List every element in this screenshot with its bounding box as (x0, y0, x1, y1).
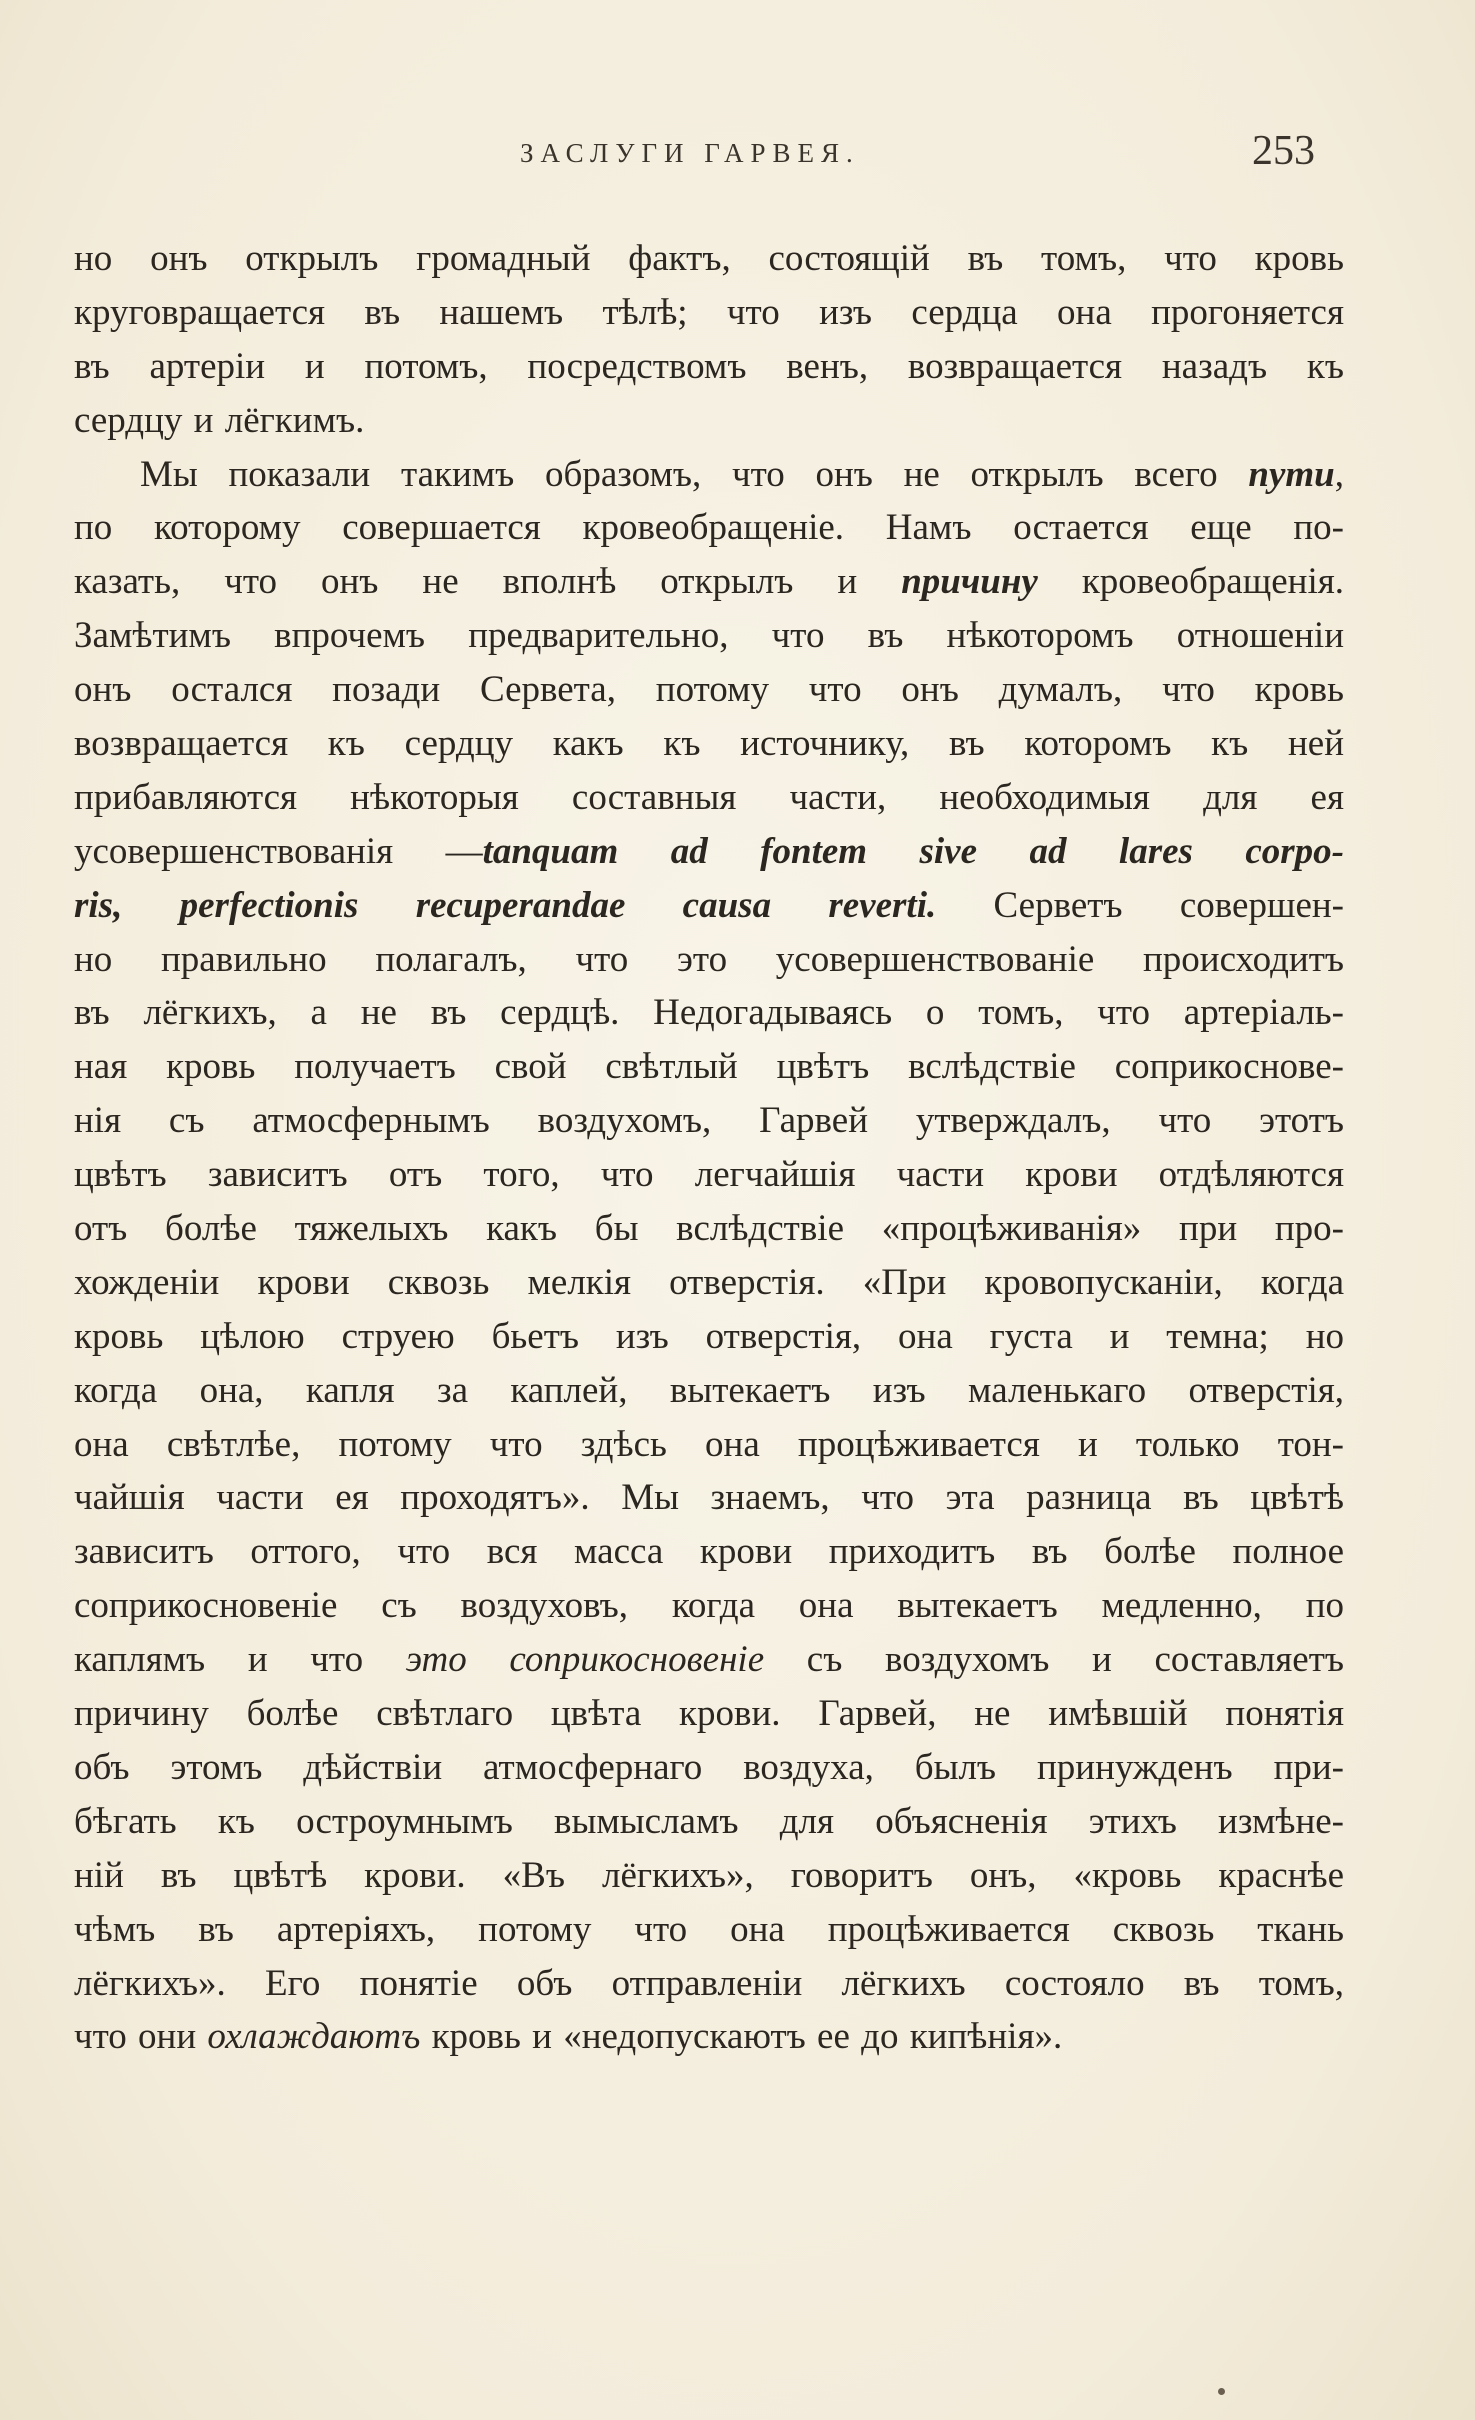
text-line: чѣмъ въ артеріяхъ, потому что она процѣживается сквозь ткань (74, 1908, 1344, 1950)
text-line (74, 1633, 1344, 1687)
line-text: съ воздухомъ и составляетъ (764, 1639, 1345, 1681)
line-text: что они (74, 2016, 208, 2058)
text-line: хожденіи крови сквозь мелкія отверстія. «При кровопусканіи, когда (74, 1261, 1344, 1303)
text-line: зависитъ оттого, что вся масса крови приходитъ въ болѣе полное (74, 1531, 1344, 1573)
line-text: кровь и «недопускаютъ ее до кипѣнія». (420, 2016, 1063, 2058)
text-line: когда она, капля за каплей, вытекаетъ изъ маленькаго отверстія, (74, 1369, 1344, 1411)
text-line: объ этомъ дѣйствіи атмосфернаго воздуха, былъ принужденъ при- (74, 1746, 1344, 1788)
emphasis: причину (901, 561, 1038, 603)
text-line: причину болѣе свѣтлаго цвѣта крови. Гарвей, не имѣвшій понятія (74, 1693, 1344, 1735)
text-line: ній въ цвѣтѣ крови. «Въ лёгкихъ», говоритъ онъ, «кровь краснѣе (74, 1854, 1344, 1896)
line-text: , (1334, 453, 1344, 495)
text-line: цвѣтъ зависитъ отъ того, что легчайшія части крови отдѣляются (74, 1154, 1344, 1196)
ink-speck (1218, 2388, 1225, 2395)
line-text: каплямъ и что (74, 1639, 406, 1681)
body-text (74, 232, 1344, 2064)
text-line: нія съ атмосфернымъ воздухомъ, Гарвей утверждалъ, что этотъ (74, 1100, 1344, 1142)
text-line: онъ остался позади Сервета, потому что онъ думалъ, что кровь (74, 669, 1344, 711)
text-line: но правильно полагалъ, что это усовершенствованіе происходитъ (74, 938, 1344, 980)
text-line (74, 879, 1344, 933)
text-line: круговращается въ нашемъ тѣлѣ; что изъ сердца она прогоняется (74, 291, 1344, 333)
text-line: Замѣтимъ впрочемъ предварительно, что въ нѣкоторомъ отношеніи (74, 615, 1344, 657)
text-line: въ артеріи и потомъ, посредствомъ венъ, возвращается назадъ къ (74, 345, 1344, 387)
text-line: въ лёгкихъ, а не въ сердцѣ. Недогадываясь о томъ, что артеріаль- (74, 992, 1344, 1034)
text-line: она свѣтлѣе, потому что здѣсь она процѣживается и только тон- (74, 1423, 1344, 1465)
text-line: прибавляются нѣкоторыя составныя части, необходимыя для ея (74, 776, 1344, 818)
line-text: Серветъ совершен- (936, 884, 1344, 926)
emphasis: это соприкосновеніе (405, 1639, 765, 1681)
text-line: ная кровь получаетъ свой свѣтлый цвѣтъ вслѣдствіе соприкоснове- (74, 1046, 1344, 1088)
emphasis: охлаждаютъ (207, 2016, 421, 2058)
latin-quote: ris, perfectionis recuperandae causa reverti. (74, 884, 937, 926)
text-line: чайшія части ея проходятъ». Мы знаемъ, что эта разница въ цвѣтѣ (74, 1477, 1344, 1519)
latin-quote: tanquam ad fontem sive ad lares corpo- (482, 830, 1345, 872)
text-line: кровь цѣлою струею бьетъ изъ отверстія, она густа и темна; но (74, 1315, 1344, 1357)
page-number: 253 (1252, 128, 1315, 174)
text-line: сердцу и лёгкимъ. (74, 399, 365, 441)
text-line: но онъ открылъ громадный фактъ, состоящій въ томъ, что кровь (74, 238, 1344, 279)
text-line (74, 448, 1344, 502)
line-text: усовершенствованія — (74, 830, 483, 872)
running-title: ЗАСЛУГИ ГАРВЕЯ. (520, 138, 860, 168)
text-line: бѣгать къ остроумнымъ вымысламъ для объясненія этихъ измѣне- (74, 1800, 1344, 1842)
line-text: казать, что онъ не вполнѣ открылъ и (74, 561, 902, 603)
text-line (74, 825, 1344, 879)
line-text: Мы показали такимъ образомъ, что онъ не открылъ всего (140, 453, 1249, 495)
text-line: по которому совершается кровеобращеніе. Намъ остается еще по- (74, 507, 1344, 549)
text-line (74, 555, 1344, 609)
line-text: кровеобращенія. (1037, 561, 1344, 603)
emphasis: пути (1248, 453, 1335, 495)
text-line: лёгкихъ». Его понятіе объ отправленіи лёгкихъ состояло въ томъ, (74, 1962, 1344, 2004)
text-line: возвращается къ сердцу какъ къ источнику, въ которомъ къ ней (74, 723, 1344, 765)
text-line: отъ болѣе тяжелыхъ какъ бы вслѣдствіе «процѣживанія» при про- (74, 1208, 1344, 1250)
text-line: соприкосновеніе съ воздуховъ, когда она вытекаетъ медленно, по (74, 1585, 1344, 1627)
text-line (74, 2010, 1344, 2064)
